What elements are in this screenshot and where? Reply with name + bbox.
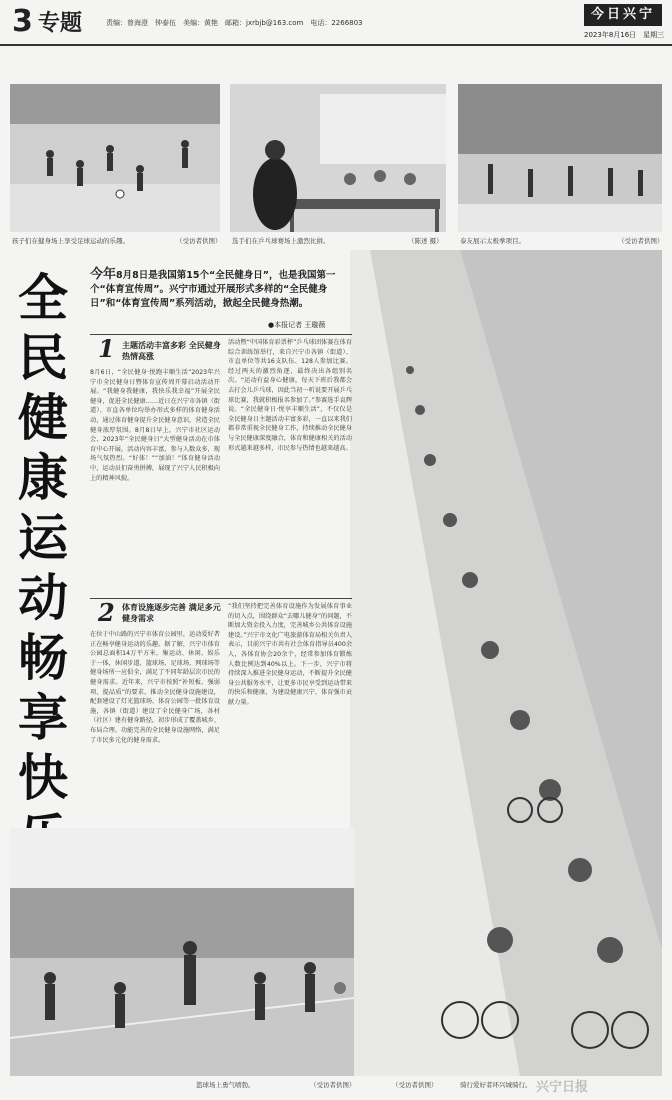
basketball-photo-graphic [10, 828, 354, 1076]
table-tennis-photo-graphic [230, 84, 446, 232]
caption-football: 孩子们在健身场上享受足球运动的乐趣。 [12, 237, 129, 245]
lead-text: 8月8日是我国第15个“全民健身日”，也是我国第一个“体育宣传周”。兴宁市通过开展形式多样的“全民健身日”和“体育宣传周”系列活动，掀起全民健身热潮。 [90, 270, 336, 309]
page-header [0, 0, 672, 46]
credit-table-tennis: （陈述 摄） [408, 237, 443, 245]
section1-title: 主题活动丰富多彩 全民健身热情高涨 [122, 341, 221, 361]
section-divider [90, 598, 352, 599]
credit-basketball: （受访者供图） [310, 1081, 356, 1089]
football-photo-graphic [10, 84, 220, 232]
caption-taichi: 泰友展示太极拳项目。 [460, 237, 525, 245]
editor-credits: 责编：曾海澄 钟泰伍 美编：黄艳 邮箱：jxrbjb@163.com 电话：2266803 [106, 19, 363, 27]
section2-body-continued: “我们坚持把完善体育设施作为发展体育事业的切入点，围绕群众“去哪儿健身”的问题，不断加大资金投入力度，完善城乡公共体育设施建设。”兴宁市文化广电旅游体育局相关负责人表示，目前兴宁市共有社会体育指导员400余人，各体育协会20余个，经常参加体育锻炼人数比例达到40%以上。下一步，兴宁市将持续深入推进全民健身运动，不断提升全民健身公共服务水平，让更多市民享受到运动带来的快乐和健康，为建设健康兴宁、体育强市贡献力量。 [228, 603, 352, 706]
credit-cycling: （受访者供图） [392, 1081, 438, 1089]
cycling-photo-graphic [350, 250, 662, 1076]
caption-table-tennis: 选手们在乒乓球赛场上激烈比拼。 [232, 237, 330, 245]
caption-cycling: 骑行爱好者环兴城骑行。 [460, 1081, 532, 1089]
watermark: 兴宁日报 [536, 1080, 589, 1095]
photo-football [10, 84, 220, 232]
page-number: 3 [12, 4, 33, 39]
caption-basketball: 篮球场上勇气喷勃。 [196, 1081, 255, 1089]
section2-body: 在位于中山路的兴宁市体育公园里，运动爱好者正在畅享健身运动的乐趣。据了解，兴宁市体育公园总面积14万平方米，集运动、休闲、娱乐于一体，休闲步道、篮球场、足球场、网球场等健身场所一应俱全，满足了不同年龄层次市民的健身需求。近年来，兴宁市按照“补短板、强弱项、提品质”的要求，推动全民健身设施建设，配套建设了灯光篮球场、体育公园等一批体育设施，各镇（街道）建设了全民健身广场，各村（社区）建有健身路径，初步形成了覆盖城乡、布局合理、功能完善的全民健身设施网络，满足了市民多元化的健身需求。 [90, 631, 220, 744]
section-divider [90, 334, 352, 335]
byline: ●本报记者 王璇薇 [268, 321, 326, 329]
credit-taichi: （受访者供图） [618, 237, 664, 245]
lead-paragraph [90, 268, 358, 311]
lead-prefix: 今年 [90, 267, 117, 282]
main-headline: 全民健康运动畅享快 [18, 268, 68, 807]
section2-number: 2 [98, 598, 115, 627]
section1-body-continued: 活动暨“中国体育彩票杯”乒乓球团体赛在体育综合训练馆举行，来自兴宁市各镇（街道）、市直单位等共16支队伍、128人参加比赛。经过两天的激烈角逐，最终决出各组别名次。“运动有益身心健康，每天下班后我都会去打会儿乒乓球，因此当初一听说要开展乒乓球比赛，我就积极报名参加了。”参赛选手袁辉说。“全民健身日·悦享丰顺生活”，不仅仅是全民健身日主题活动丰富多彩，一直以来我们都非常重视全民健身工作，持续推动全民健身与全民健康深度融合，体育和健康相关的活动形式越来越多样，市民参与热情也越来越高。 [228, 339, 352, 452]
taichi-photo-graphic [458, 84, 662, 232]
newspaper-logo: 今日兴宁 [584, 4, 662, 26]
photo-cycling [350, 250, 662, 1076]
issue-date: 2023年8月16日 星期三 [584, 31, 665, 39]
section2-title: 体育设施逐步完善 满足多元健身需求 [122, 603, 221, 623]
photo-basketball [10, 828, 354, 1076]
section1-number: 1 [98, 334, 115, 363]
photo-table-tennis [230, 84, 446, 232]
section1-body: 8月6日，“全民健身·悦跑丰顺生活”2023年兴宁市全民健身日暨体育宣传周开幕启动活动开展。“我健身我健康，我快乐我幸福”开展全民健身，促进全民健康……近日在兴宁市各镇（街道）、市直各单位均举办形式多样的体育健身活动，通过体育健身提升全民健身意识，营造全民健身浓厚氛围。8月8日早上，兴宁市社区运动会、2023年“全民健身日”大型健身活动在市体育中心开展。活动内容丰富，参与人数众多，现场气氛热烈。“好体！”“加油！”体育健身活动中，运动员们奋勇拼搏，展现了兴宁人民积极向上的精神风貌。 [90, 369, 220, 482]
photo-taichi [458, 84, 662, 232]
section-title: 专题 [38, 11, 83, 36]
credit-football: （受访者供图） [176, 237, 222, 245]
